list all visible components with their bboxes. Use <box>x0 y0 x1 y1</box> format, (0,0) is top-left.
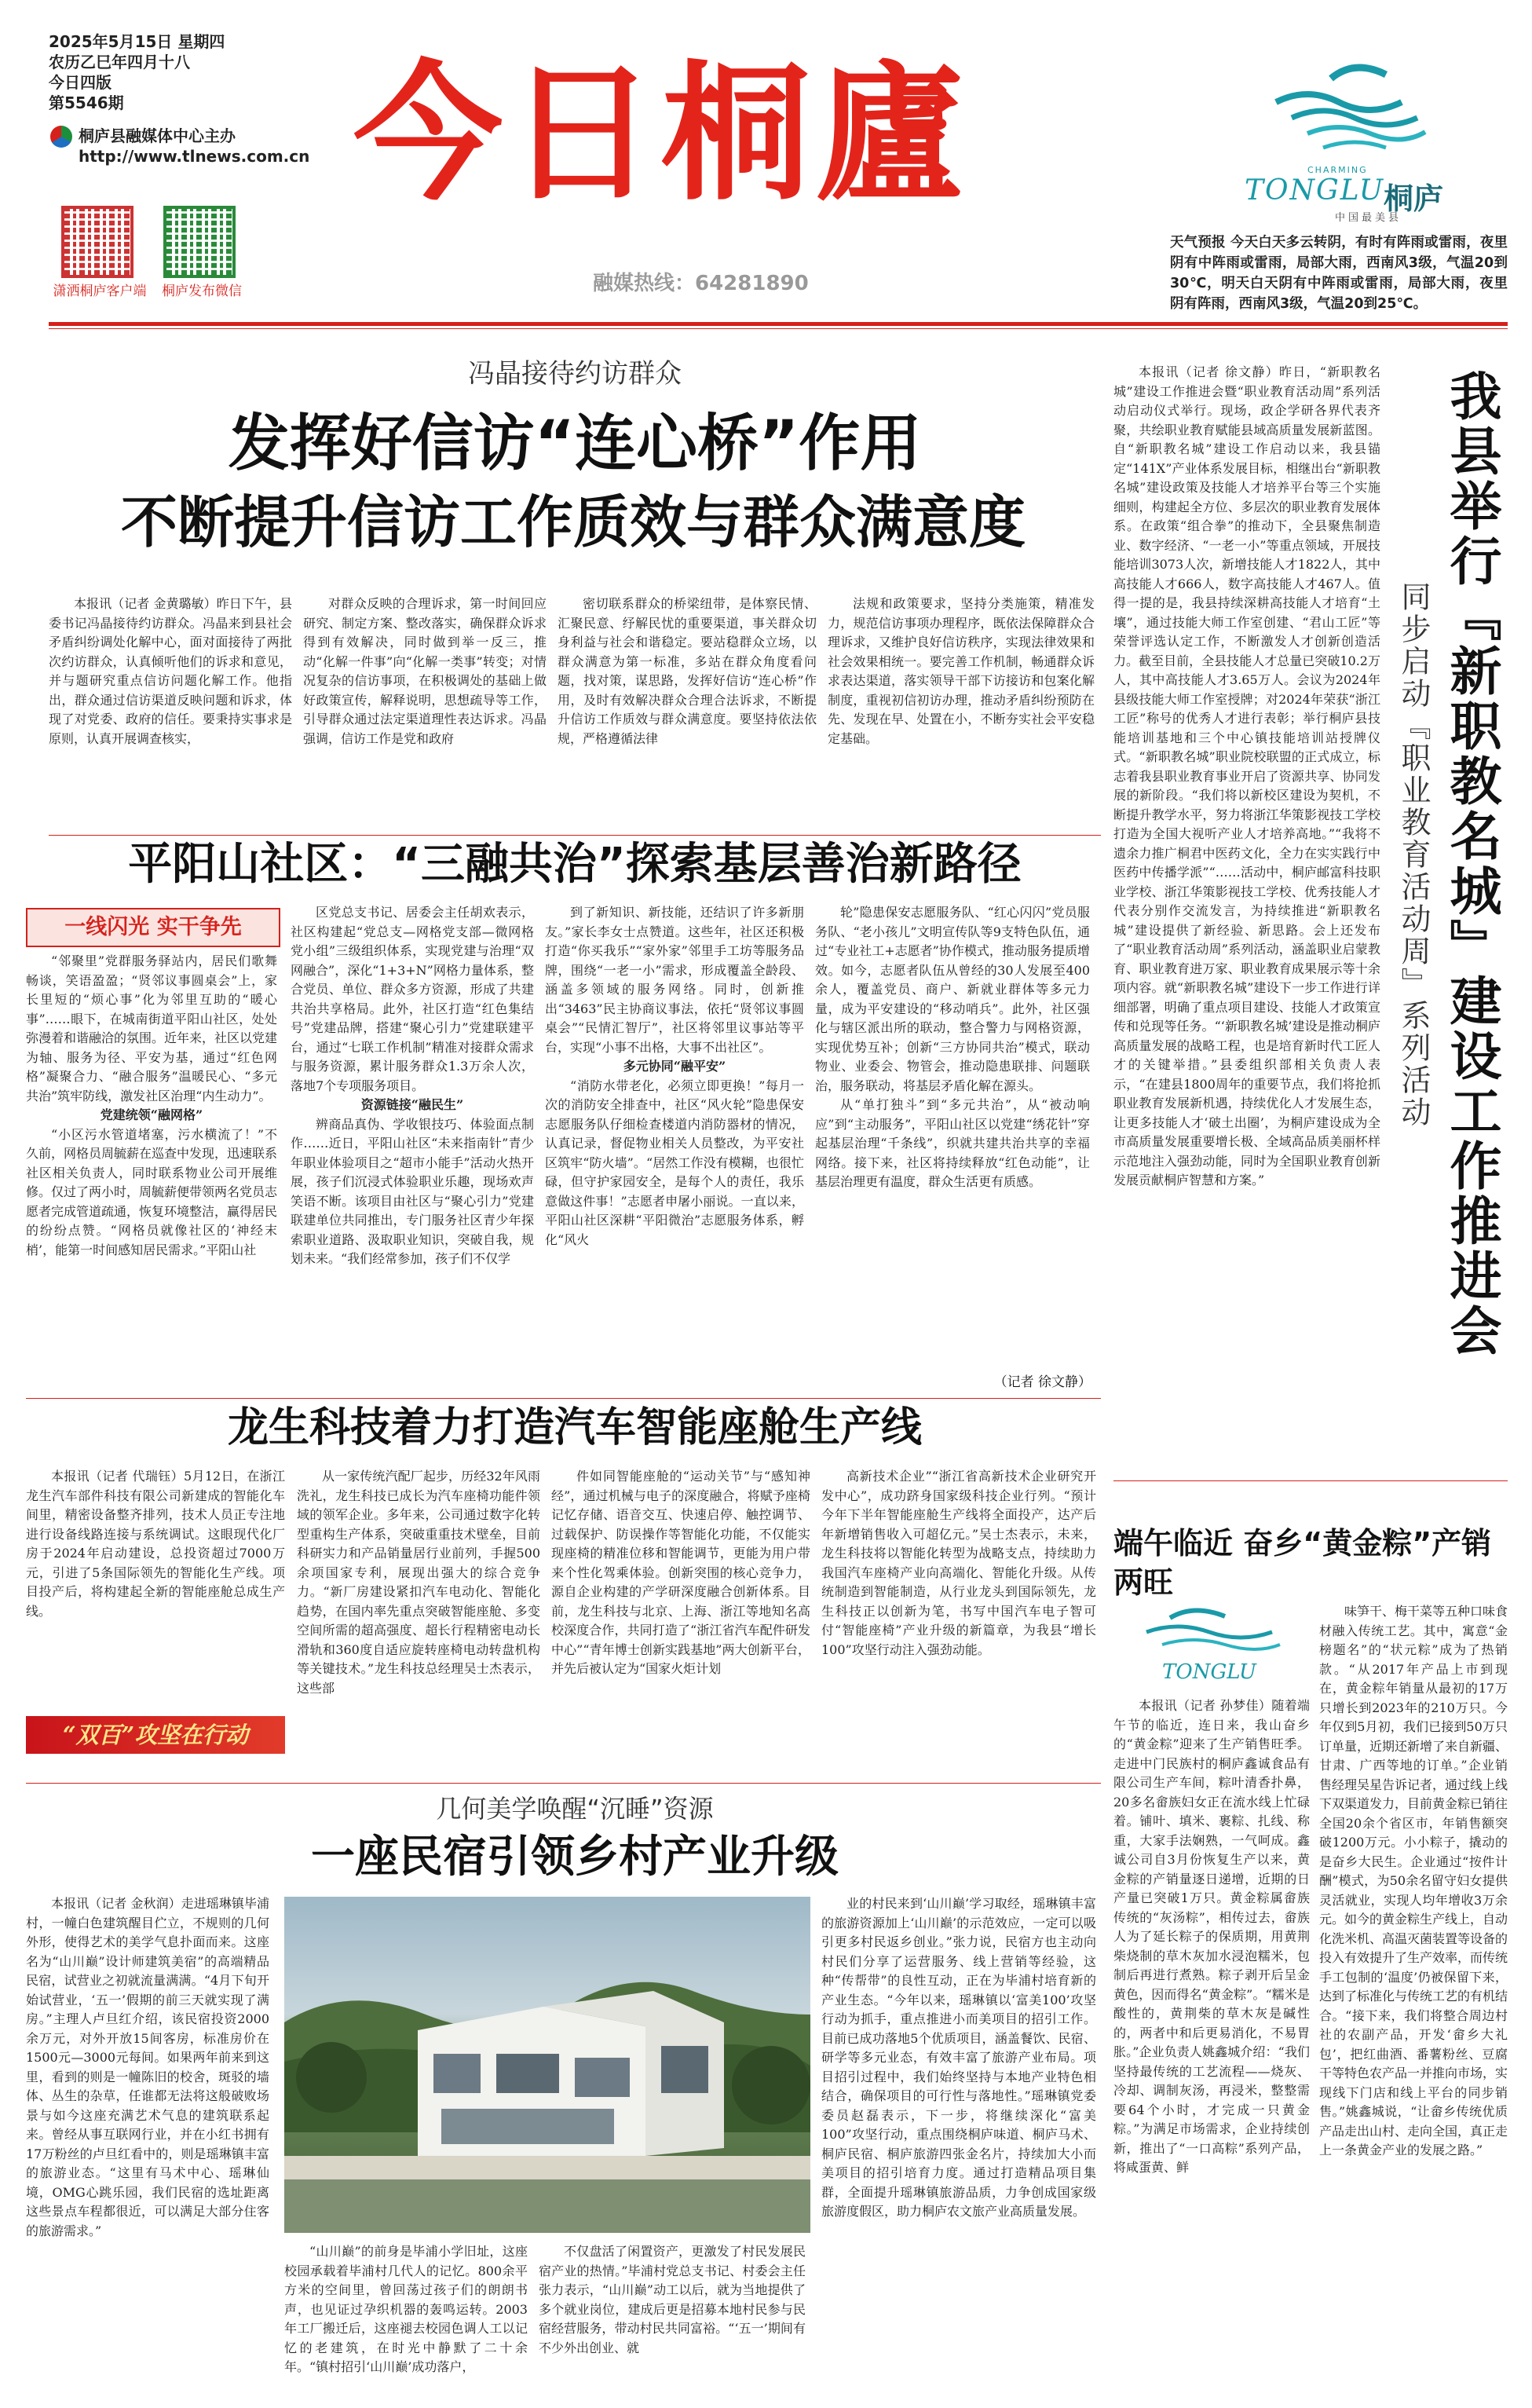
article3-col-2: 从一家传统汽配厂起步，历经32年风雨洗礼，龙生科技已成长为汽车座椅功能件领域的领军企业。多年来，公司通过数字化转型重构生产体系，突破重重技术壁垒，目前科研实力和产品销量居行业前列，手握500余项国家专利，展现出强大的综合竞争力。“新厂房建设紧扣汽车电动化、智能化趋势，在国内率先重点突破智能座舱、多变空间所需的超高强度、超长行程精密电动长滑轨和360度自适应旋转座椅电动转盘机构等关键技术。”龙生科技总经理吴士杰表示，这些部 <box>297 1469 540 1696</box>
article3-headline: 龙生科技着力打造汽车智能座舱生产线 <box>227 1404 922 1451</box>
qr1-label: 潇洒桐庐客户端 <box>53 284 147 299</box>
logo-tonglu: TONGLU <box>1245 174 1385 207</box>
section-rule-3 <box>26 1398 1101 1399</box>
article4-kicker: 几何美学唤醒“沉睡”资源 <box>436 1794 714 1824</box>
article2-byline: （记者 徐文静） <box>993 1374 1091 1390</box>
pages-count: 今日四版 <box>49 73 112 92</box>
article4-col-4: 业的村民来到‘山川巅’学习取经，瑶琳镇丰富的旅游资源加上‘山川巅’的示范效应，一定可以吸引更多村民返乡创业。”张力说，民宿方也主动向村民们分享了运营服务、线上营销等经验，这种“传帮带”的良性互动，正在为毕浦村培育新的产业生态。“今年以来，瑶琳镇以‘富美100’攻坚行动为抓手，重点推进小而美项目的招引工作。目前已成功落地5个优质项目，涵盖餐饮、民宿、研学等多元业态，有效丰富了旅游产业布局。项目招引过程中，我们始终坚持与本地产业特色相结合，确保项目的可行性与落地性。”瑶琳镇党委委员赵磊表示，下一步，将继续深化“富美100”攻坚行动，重点围绕桐庐味道、桐庐马术、桐庐民宿、桐庐旅游四张金名片，持续加大小而美项目的招引培育力度。通过打造精品项目集群，全面提升瑶琳镇旅游品质，力争创成国家级旅游度假区，助力桐庐农文旅产业高质量发展。 <box>821 1896 1096 2219</box>
masthead-title: 今日桐廬 <box>353 46 970 221</box>
article2-badge: 一线闪光 实干争先 <box>26 908 280 947</box>
hotline: 融媒热线：64281890 <box>593 272 809 295</box>
article2-col-2: 区党总支书记、居委会主任胡欢表示，社区构建起“党总支—网格党支部—微网格党小组”三级组织体系，实现党建与治理“双网融合”，深化“1+3+N”网格力量体系，整合党员、单位、群众多方资源，形成了共建共治共享格局。此外，社区打造“红色集结号”党建品牌，搭建“聚心引力”党建联建平台，通过“七联工作机制”精准对接群众需求与服务资源，累计服务群众1.3万余人次，落地7个专项服务项目。 资源链接“融民生” 辨商品真伪、学收银技巧、体验面点制作……近日，平阳山社区“未来指南针”青少年职业体验项目之“超市小能手”活动火热开展，孩子们沉浸式体验职业乐趣，现场欢声笑语不断。该项目由社区与“聚心引力”党建联建单位共同推出，专门服务社区青少年探索职业道路、汲取职业知识，突破自我，规划未来。“我们经常参加，孩子们不仅学 <box>291 905 534 1266</box>
homestay-photo <box>284 1897 810 2233</box>
header-rule <box>49 322 1508 326</box>
sidebar-headline: 我县举行『新职教名城』建设工作推进会 <box>1441 369 1501 1359</box>
article5-logo-text: TONGLU <box>1162 1660 1256 1684</box>
tonglu-logo <box>1260 55 1433 165</box>
website-link[interactable]: http://www.tlnews.com.cn <box>79 147 310 166</box>
logo-charming: CHARMING <box>1307 165 1368 175</box>
article5-headline: 端午临近 奋乡“黄金粽”产销两旺 <box>1113 1526 1492 1600</box>
article2-col-4: 轮”隐患保安志愿服务队、“红心闪闪”党员服务队、“老小孩儿”文明宣传队等9支特色队伍，通过“专业社工+志愿者”协作模式，推动服务提质增效。如今，志愿者队伍从曾经的30人发展至400余人，覆盖党员、商户、新就业群体等多元力量，成为平安建设的“移动哨兵”。此外，社区强化与辖区派出所的联动，整合警力与网格资源，实现优势互补；创新“三方协同共治”模式，联动物业、业委会、物管会，推动隐患联排、问题联治，服务联动，将基层矛盾化解在源头。 从“单打独斗”到“多元共治”，从“被动响应”到“主动服务”，平阳山社区以党建“绣花针”穿起基层治理“千条线”，织就共建共治共享的幸福网络。接下来，社区将持续释放“红色动能”，让基层治理更有温度，群众生活更有质感。 <box>815 905 1090 1189</box>
article4-col-1: 本报讯（记者 金秋润）走进瑶琳镇毕浦村，一幢白色建筑醒目伫立，不规则的几何外形，使得艺术的美学气息扑面而来。这座名为“山川巅”设计师建筑美宿”的高端精品民宿，试营业之初就流量满满。“4月下旬开始试营业，‘五一’假期的前三天就实现了满房。”主理人卢旦红介绍，该民宿投资2000余万元，对外开放15间客房，标准房价在1500元—3000元每间。如果两年前来到这里，看到的则是一幢陈旧的校舍，斑驳的墙体、丛生的杂草，任谁都无法将这般破败场景与如今这座充满艺术气息的建筑联系起来。曾经从事互联网行业，并在小红书拥有17万粉丝的卢旦红看中的，则是瑶琳镇丰富的旅游业态。“这里有马术中心、瑶琳仙境，OMG心跳乐园，我们民宿的选址距离这些景点车程都很近，可以满足大部分住客的旅游需求。” <box>26 1896 269 2238</box>
sponsor-info <box>79 126 310 167</box>
tonglu-wave-icon <box>1260 55 1433 165</box>
article2-headline: 平阳山社区：“三融共治”探索基层善治新路径 <box>128 839 1022 890</box>
article1-col-3: 密切联系群众的桥梁纽带，是体察民情、汇聚民意、纾解民忧的重要渠道，事关群众切身利益与社会和谐稳定。要站稳群众立场，以群众满意为第一标准，多站在群众角度看问题，找对策，谋思路，发挥好信访“连心桥”作用，及时有效解决群众合理合法诉求，不断提升信访工作质效与群众满意度。要坚持依法依规，严格遵循法律 <box>558 596 817 746</box>
issue-number: 第5546期 <box>49 93 124 112</box>
date: 2025年5月15日 星期四 <box>49 32 225 51</box>
lunar-date: 农历乙巳年四月十八 <box>49 53 190 71</box>
article3-col-3: 件如同智能座舱的“运动关节”与“感知神经”，通过机械与电子的深度融合，将赋予座椅记忆存储、语音交互、快速启停、触控调节、过载保护、防误操作等智能化功能，不仅能实现座椅的精准位移和智能调节，更能为用户带来个性化驾乘体验。创新突围的核心竞争力，源自企业构建的产学研深度融合创新体系。目前，龙生科技与北京、上海、浙江等地知名高校深度合作，共同打造了“浙江省汽车配件研发中心”“青年博士创新实践基地”两大创新平台，并先后被认定为“国家火炬计划 <box>551 1469 810 1676</box>
article2-subhead-3: 多元协同“融平安” <box>623 1059 726 1074</box>
section-rule-2 <box>49 835 1101 836</box>
sidebar-article-text: 本报讯（记者 徐文静）昨日，“新职教名城”建设工作推进会暨“职业教育活动周”系列活动启动仪式举行。现场，政企学研各界代表齐聚，共绘职业教育赋能县域高质量发展新蓝图。自“新职教名城”建设工作启动以来，我县锚定“141X”产业体系发展目标，相继出台“新职教名城”建设政策及技能人才培养平台等三个实施细则，构建起全方位、多层次的职业教育发展体系。在政策“组合拳”的推动下，全县聚焦制造业、数字经济、“一老一小”等重点领域，开展技能培训3073人次，新增技能人才1822人，其中高技能人才666人，数字高技能人才467人。值得一提的是，我县持续深耕高技能人才培育“土壤”，通过技能大师工作室创建、“君山工匠”等荣誉评选认定工作，不断激发人才创新创造活力。截至目前，全县技能人才总量已突破10.2万人，其中高技能人才3.65万人。会议为2024年县级技能大师工作室授牌；对2024年荣获“浙江工匠”称号的优秀人才进行表彰；举行桐庐县技能培训基地和三个中心镇技能培训站授牌仪式。“新职教名城”职业院校联盟的正式成立，标志着我县职业教育事业开启了资源共享、协同发展的新阶段。“我们将以新校区建设为契机，不断提升教学水平，努力将浙江华策影视技工学校打造为全国大视听产业人才培养高地。”“我将不遗余力推广桐君中医药文化，全力在实实践行中医药中传播学派”“……活动中，桐庐邮富科技职业学校、浙江华策影视技工学校、优秀技能人才代表分别作交流发言，为持续推进“新职教名城”建设提供了新经验、新思路。会上还发布了“职业教育活动周”系列活动，涵盖职业启蒙教育、职业教育进万家、职业教育成果展示等十余项内容。就“新职教名城”建设下一步工作进行详细部署，明确了重点项目建设、技能人才政策宣传和兑现等任务。“‘新职教名城’建设是推动桐庐高质量发展的战略工程，也是培育新时代工匠人才的关键举措。”县委组织部相关负责人表示，“在建县1800周年的重要节点，我们将抢抓职业教育发展新机遇，持续优化人才发展生态，让更多技能人才‘破土出圈’，为桐庐建设成为全市高质量发展重要增长极、全域高品质美丽杯样示范地注入强劲动能，同时为全国职业教育创新发展贡献桐庐智慧和方案。” <box>1113 364 1380 1188</box>
article5-logo <box>1123 1602 1296 1689</box>
article2-col-3: 到了新知识、新技能，还结识了许多新朋友。”家长李女士点赞道。这些年，社区还积极打造“你买我乐”“家外家”邻里手工坊等服务品牌，围绕“一老一小”需求，形成覆盖全龄段、涵盖多领域的服务网络。同时，创新推出“3463”民主协商议事法，依托“贤邻议事圆桌会”“民情汇智厅”，社区将邻里议事站等平台，实现“小事不出格，大事不出社区”。 多元协同“融平安” “消防水带老化，必须立即更换！”每月一次的消防安全排查中，社区“风火轮”隐患保安志愿服务队仔细检查楼道内消防器材的情况，认真记录，督促物业相关人员整改，为平安社区筑牢“防火墙”。“居然工作没有模糊，也很忙碌，但守护家园安全，是每个人的责任，我乐意做这件事！”志愿者申屠小丽说。一直以来，平阳山社区深耕“平阳微治”志愿服务体系，孵化“风火 <box>545 905 804 1247</box>
article1-headline-1: 发挥好信访“连心桥”作用 <box>228 408 922 479</box>
media-center-logo-icon <box>50 126 72 148</box>
edition-info <box>49 31 253 113</box>
tonglu-wave-small-icon <box>1123 1602 1296 1657</box>
article3-col-1: 本报讯（记者 代瑞钰）5月12日，在浙江龙生汽车部件科技有限公司新建成的智能化车间里，精密设备整齐排列，技术人员正专注地进行设备线路连接与系统调试。这眼现代化厂房于2024年启动建设，总投资超过7000万元，引进了5条国际领先的智能化生产线。项目投产后，将构建起全新的智能座舱总成生产线。 <box>26 1469 285 1619</box>
article5-col-1: 本报讯（记者 孙梦佳）随着端午节的临近，连日来，我山奋乡的“黄金粽”迎来了生产销售旺季。走进中门民族村的桐庐鑫诚食品有限公司生产车间，粽叶清香扑鼻，20多名畲族妇女正在流水线上忙碌着。铺叶、填米、裹粽、扎线、称重，大家手法娴熟，一气呵成。鑫诚公司自3月份恢复生产以来，黄金粽的产销量逐日递增，近期的日产量已突破1万只。黄金粽属畲族传统的“灰汤粽”，相传过去，畲族人为了延长粽子的保质期，用黄荆柴烧制的草木灰加水浸泡糯米，包制后再进行煮熟。粽子剥开后呈金黄色，因而得名“黄金粽”。“糯米是酸性的，黄荆柴的草木灰是碱性的，两者中和后更易消化，不易胃胀。”企业负责人姚鑫城介绍：“我们坚持最传统的工艺流程——烧灰、冷却、调制灰汤，再浸米，整整需要64个小时，才完成一只黄金粽。”为满足市场需求，企业持续创新，推出了“一口高粽”系列产品，将咸蛋黄、鲜 <box>1113 1698 1310 2175</box>
wechat-qr-code[interactable] <box>163 206 236 278</box>
section-rule-5 <box>1113 1480 1508 1481</box>
article2-col-1: “邻聚里”党群服务驿站内，居民们歌舞畅谈，笑语盈盈；“贤邻议事圆桌会”上，家长里短的“烦心事”化为邻里互助的“暖心事”……眼下，在城南街道平阳山社区，处处弥漫着和谐融洽的氛围。近年来，社区以党建为轴、服务为径、平安为基，通过“红色网格”凝聚合力、“融合服务”温暖民心、“多元共治”筑牢防线，激发社区治理“内生动力”。 党建统领“融网格” “小区污水管道堵塞，污水横流了！”不久前，网格员周毓薪在巡查中发现，迅速联系社区相关负责人，同时联系物业公司开展维修。仅过了两小时，周毓薪便带领两名党员志愿者完成管道疏通，恢复环境整洁，赢得居民的纷纷点赞。“网格员就像社区的‘神经末梢’，能第一时间感知居民需求。”平阳山社 <box>26 953 277 1257</box>
article5-col-2: 味笋干、梅干菜等五种口味食材融入传统工艺。其中，寓意“金榜题名”的“状元粽”成为了热销款。“从2017年产品上市到现在，黄金粽年销量从最初的17万只增长到2023年的210万只。今年仅到5月初，我们已接到50万只订单量，近期还新增了来自新疆、甘肃、广西等地的订单。”企业销售经理吴星告诉记者，通过线上线下双渠道发力，目前黄金粽已销往全国20余个省区市，年销售额突破1200万元。小小粽子，撬动的是奋乡大民生。企业通过“按件计酬”模式，为50余名留守妇女提供灵活就业，实现人均年增收3万余元。如今的黄金粽生产线上，自动化洗米机、高温灭菌装置等设备的投入有效提升了生产效率，而传统手工包制的‘温度’仍被保留下来，达到了标准化与传统工艺的有机结合。“接下来，我们将整合周边村社的农副产品，开发‘畲乡大礼包’，把红曲酒、番薯粉丝、豆腐干等特色农产品一并推向市场，实现线下门店和线上平台的同步销售。”姚鑫城说，“让畲乡传统优质产品走出山村、走向全国，真正走上一条黄金产业的发展之路。” <box>1319 1604 1508 2157</box>
sponsor: 桐庐县融媒体中心主办 <box>79 126 236 145</box>
article4-col-3: 不仅盘活了闲置资产，更激发了村民发展民宿产业的热情。”毕浦村党总支书记、村委会主任张力表示，“山川巅”动工以后，就为当地提供了多个就业岗位，建成后更是招募本地村民参与民宿经营服务，带动村民共同富裕。“‘五一’期间有不少外出创业、就 <box>539 2244 806 2355</box>
article3-col-4: 高新技术企业”“浙江省高新技术企业研究开发中心”，成功跻身国家级科技企业行列。“预计今年下半年智能座舱生产线将全面投产，达产后年新增销售收入可超亿元。”吴士杰表示，未来，龙生科技将以智能化转型为战略支点，持续助力我国汽车座椅产业向高端化、智能化升级。从传统制造到智能制造，从行业龙头到国际领先，龙生科技正以创新为笔，书写中国汽车电子智可付“智能座椅”产业升级的新篇章，为我县“增长100”攻坚行动注入强劲动能。 <box>821 1469 1096 1657</box>
client-qr-code[interactable] <box>61 206 133 278</box>
article1-headline-2: 不断提升信访工作质效与群众满意度 <box>120 489 1026 555</box>
article2-subhead-2: 资源链接“融民生” <box>360 1097 464 1112</box>
sidebar-subhead: 同步启动『职业教育活动周』系列活动 <box>1396 581 1431 1129</box>
logo-cn: 桐庐 <box>1384 181 1444 216</box>
article4-headline: 一座民宿引领乡村产业升级 <box>311 1832 839 1883</box>
article4-col-2: “山川巅”的前身是毕浦小学旧址，这座校园承载着毕浦村几代人的记忆。800余平方米的空间里，曾回荡过孩子们的朗朗书声，也见证过孕织机器的轰鸣运转。2003年工厂搬迁后，这座褪去校园色调人工以记忆的老建筑，在时光中静默了二十余年。“镇村招引‘山川巅’成功落户， <box>284 2244 528 2374</box>
homestay-building-image <box>284 1897 810 2233</box>
article1-col-2: 对群众反映的合理诉求，第一时间回应研究、制定方案、整改落实，确保群众诉求得到有效解决，同时做到举一反三，推动“化解一件事”向“化解一类事”转变；对情况复杂的信访事项，在积极调处的基础上做好政策宣传，解释说明，思想疏导等工作，引导群众通过法定渠道理性表达诉求。冯晶强调，信访工作是党和政府 <box>303 596 547 746</box>
article1-col-1: 本报讯（记者 金黄璐敏）昨日下午，县委书记冯晶接待约访群众。冯晶来到县社会矛盾纠纷调处化解中心，面对面接待了两批次约访群众，认真倾听他们的诉求和意见，并与题研究重点信访问题化解工作。他指出，群众通过信访渠道反映问题和诉求，体现了对党委、政府的信任。要秉持实事求是原则，认真开展调查核实， <box>49 596 292 746</box>
article3-banner: “双百”攻坚在行动 <box>26 1716 285 1754</box>
logo-slogan: 中国最美县 <box>1335 212 1402 224</box>
weather-forecast: 天气预报 今天白天多云转阴，有时有阵雨或雷雨，夜里阴有中阵雨或雷雨，局部大雨，西南风3级，气温20到30℃，明天白天阴有中阵雨或雷雨，局部大雨，夜里阴有阵雨，西南风3级，气温20到25℃。 <box>1170 235 1508 312</box>
article1-col-4: 法规和政策要求，坚持分类施策，精准发力，规范信访事项办理程序，既依法保障群众合理诉求，又维护良好信访秩序，实现法律效果和社会效果相统一。要完善工作机制，畅通群众诉求表达渠道，落实领导干部下访接访和包案化解制度，重视初信初访办理，推动矛盾纠纷预防在先、发现在早、处置在小，不断夯实社会平安稳定基础。 <box>828 596 1095 746</box>
section-rule-4 <box>26 1783 1101 1784</box>
qr2-label: 桐庐发布微信 <box>162 284 242 299</box>
header-rule-thin <box>49 328 1508 329</box>
article1-kicker: 冯晶接待约访群众 <box>468 358 682 390</box>
article2-subhead-1: 党建统领“融网格” <box>100 1107 203 1122</box>
